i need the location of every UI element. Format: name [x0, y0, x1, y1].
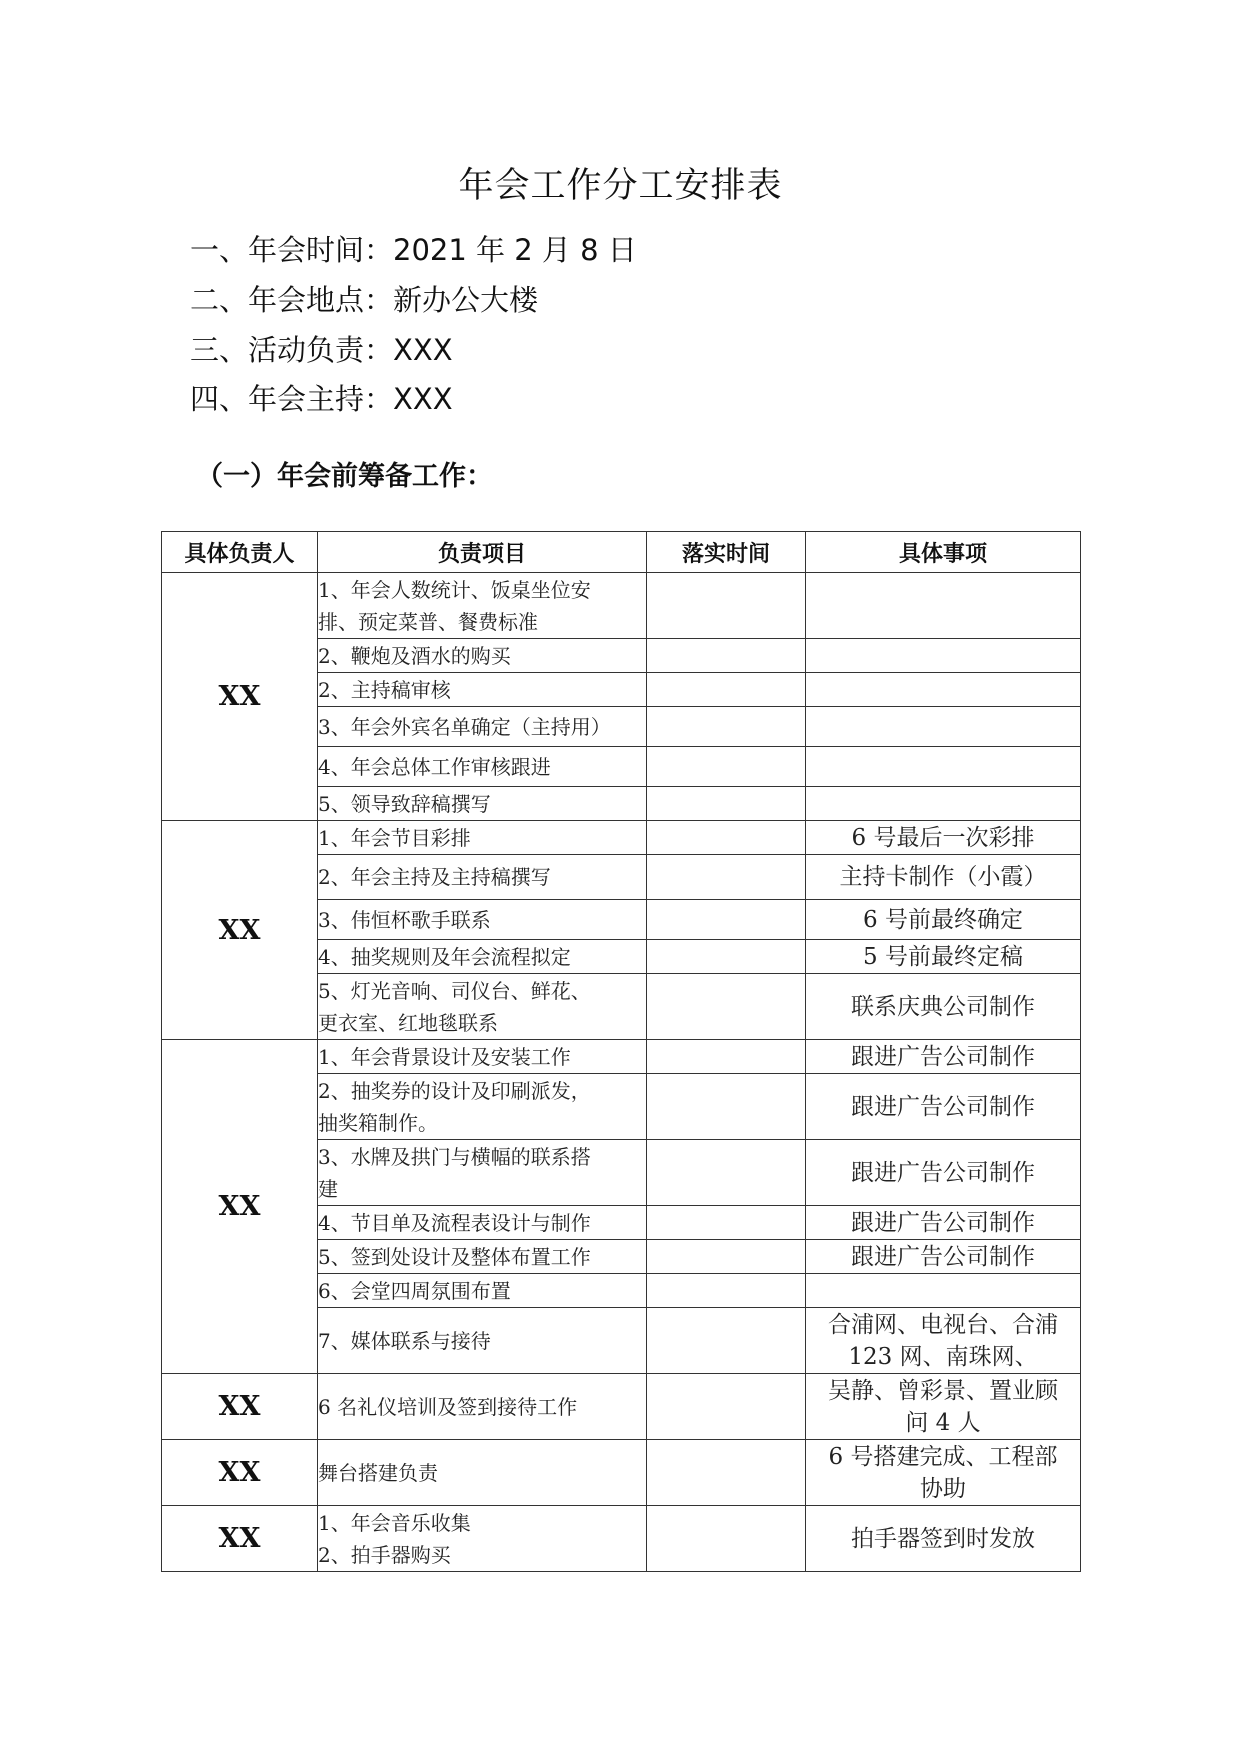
task-item-line: 排、预定菜普、餐费标准	[318, 609, 538, 634]
task-item-line: 2、年会主持及主持稿撰写	[318, 865, 551, 889]
detail-line: 6 号最后一次彩排	[851, 824, 1035, 851]
work-assignment-table	[161, 531, 1081, 1572]
detail-cell	[806, 747, 1081, 787]
task-item-cell	[318, 900, 647, 940]
implementation-time-cell	[647, 821, 806, 855]
detail-line: 问 4 人	[905, 1409, 981, 1436]
implementation-time-cell	[647, 1440, 806, 1506]
detail-line: 6 号前最终确定	[863, 906, 1023, 933]
task-item-cell	[318, 1308, 647, 1374]
implementation-time-cell	[647, 573, 806, 639]
task-item-cell	[318, 707, 647, 747]
detail-cell	[806, 1274, 1081, 1308]
table-row	[162, 1374, 1081, 1440]
implementation-time-cell	[647, 855, 806, 900]
task-item-cell	[318, 821, 647, 855]
table-header-row	[162, 532, 1081, 573]
table-row	[162, 821, 1081, 855]
responsible-person-cell: XX	[162, 1374, 318, 1440]
table-row	[162, 1040, 1081, 1074]
task-item-cell	[318, 940, 647, 974]
detail-line: 联系庆典公司制作	[851, 993, 1035, 1020]
detail-line: 6 号搭建完成、工程部	[828, 1443, 1058, 1470]
detail-cell	[806, 855, 1081, 900]
detail-cell	[806, 639, 1081, 673]
detail-line: 跟进广告公司制作	[851, 1159, 1035, 1186]
detail-cell	[806, 1040, 1081, 1074]
column-header-detail: 具体事项	[806, 532, 1081, 573]
detail-line: 吴静、曾彩景、置业顾	[828, 1377, 1058, 1404]
task-item-cell	[318, 1140, 647, 1206]
task-item-line: 4、节目单及流程表设计与制作	[318, 1210, 591, 1235]
detail-cell	[806, 821, 1081, 855]
implementation-time-cell	[647, 639, 806, 673]
detail-line: 跟进广告公司制作	[851, 1043, 1035, 1070]
task-item-line: 4、抽奖规则及年会流程拟定	[318, 944, 571, 969]
implementation-time-cell	[647, 1206, 806, 1240]
detail-line: 123 网、南珠网、	[848, 1343, 1038, 1370]
task-item-cell	[318, 1206, 647, 1240]
task-item-line: 5、签到处设计及整体布置工作	[318, 1244, 591, 1269]
task-item-line: 4、年会总体工作审核跟进	[318, 754, 551, 779]
info-meeting-location: 二、年会地点：新办公大楼	[190, 283, 539, 317]
detail-cell	[806, 1374, 1081, 1440]
implementation-time-cell	[647, 787, 806, 821]
task-item-line: 7、媒体联系与接待	[318, 1328, 491, 1353]
implementation-time-cell	[647, 940, 806, 974]
task-item-cell	[318, 855, 647, 900]
task-item-line: 3、水牌及拱门与横幅的联系搭	[318, 1144, 591, 1169]
detail-cell	[806, 1206, 1081, 1240]
table-body	[162, 573, 1081, 1572]
task-item-cell	[318, 1274, 647, 1308]
detail-cell	[806, 1440, 1081, 1506]
detail-cell	[806, 1140, 1081, 1206]
detail-cell	[806, 1074, 1081, 1140]
detail-line: 合浦网、电视台、合浦	[828, 1311, 1058, 1338]
detail-cell	[806, 573, 1081, 639]
task-item-line: 3、伟恒杯歌手联系	[318, 907, 491, 932]
table-row	[162, 1440, 1081, 1506]
task-item-cell	[318, 1440, 647, 1506]
implementation-time-cell	[647, 1274, 806, 1308]
detail-cell	[806, 787, 1081, 821]
implementation-time-cell	[647, 747, 806, 787]
detail-cell	[806, 673, 1081, 707]
task-item-cell	[318, 747, 647, 787]
detail-cell	[806, 1308, 1081, 1374]
detail-line: 跟进广告公司制作	[851, 1093, 1035, 1120]
implementation-time-cell	[647, 1140, 806, 1206]
implementation-time-cell	[647, 974, 806, 1040]
responsible-person-cell: XX	[162, 573, 318, 821]
detail-cell	[806, 974, 1081, 1040]
implementation-time-cell	[647, 1506, 806, 1572]
implementation-time-cell	[647, 1040, 806, 1074]
info-host: 四、年会主持：XXX	[190, 382, 453, 416]
detail-cell	[806, 1240, 1081, 1274]
detail-line: 协助	[920, 1475, 966, 1502]
responsible-person-cell: XX	[162, 821, 318, 1040]
task-item-cell	[318, 1506, 647, 1572]
column-header-item: 负责项目	[318, 532, 647, 573]
detail-cell	[806, 940, 1081, 974]
task-item-line: 1、年会节目彩排	[318, 825, 471, 850]
column-header-time: 落实时间	[647, 532, 806, 573]
task-item-line: 更衣室、红地毯联系	[318, 1010, 498, 1035]
detail-cell	[806, 1506, 1081, 1572]
task-item-line: 5、领导致辞稿撰写	[318, 791, 491, 816]
detail-line: 跟进广告公司制作	[851, 1209, 1035, 1236]
task-item-cell	[318, 1240, 647, 1274]
task-item-line: 建	[318, 1176, 338, 1201]
task-item-line: 6 名礼仪培训及签到接待工作	[318, 1394, 578, 1419]
info-activity-lead: 三、活动负责：XXX	[190, 333, 453, 367]
task-item-line: 舞台搭建负责	[318, 1460, 438, 1485]
implementation-time-cell	[647, 673, 806, 707]
task-item-line: 2、主持稿审核	[318, 677, 451, 702]
task-item-line: 抽奖箱制作。	[318, 1110, 438, 1135]
implementation-time-cell	[647, 707, 806, 747]
detail-line: 5 号前最终定稿	[863, 943, 1023, 970]
implementation-time-cell	[647, 900, 806, 940]
task-item-cell	[318, 1074, 647, 1140]
implementation-time-cell	[647, 1074, 806, 1140]
section-heading: （一）年会前筹备工作：	[196, 461, 493, 492]
implementation-time-cell	[647, 1240, 806, 1274]
detail-line: 跟进广告公司制作	[851, 1243, 1035, 1270]
implementation-time-cell	[647, 1308, 806, 1374]
detail-cell	[806, 707, 1081, 747]
responsible-person-cell: XX	[162, 1440, 318, 1506]
detail-line: 主持卡制作（小霞）	[839, 864, 1047, 890]
task-item-line: 6、会堂四周氛围布置	[318, 1278, 511, 1303]
task-item-cell	[318, 673, 647, 707]
task-item-line: 2、鞭炮及酒水的购买	[318, 643, 511, 668]
task-item-cell	[318, 787, 647, 821]
task-item-cell	[318, 1374, 647, 1440]
table-row	[162, 573, 1081, 639]
detail-cell	[806, 900, 1081, 940]
table-row	[162, 1506, 1081, 1572]
task-item-line: 1、年会人数统计、饭桌坐位安	[318, 577, 591, 602]
task-item-cell	[318, 639, 647, 673]
task-item-cell	[318, 1040, 647, 1074]
info-meeting-time: 一、年会时间：2021 年 2 月 8 日	[190, 233, 637, 267]
task-item-line: 2、拍手器购买	[318, 1542, 451, 1567]
task-item-line: 1、年会音乐收集	[318, 1510, 471, 1535]
task-item-line: 5、灯光音响、司仪台、鲜花、	[318, 978, 591, 1003]
task-item-line: 1、年会背景设计及安装工作	[318, 1044, 571, 1069]
task-item-cell	[318, 573, 647, 639]
detail-line: 拍手器签到时发放	[851, 1525, 1035, 1552]
implementation-time-cell	[647, 1374, 806, 1440]
task-item-cell	[318, 974, 647, 1040]
responsible-person-cell: XX	[162, 1040, 318, 1374]
task-item-line: 2、抽奖券的设计及印刷派发，	[318, 1078, 591, 1103]
document-title: 年会工作分工安排表	[458, 166, 783, 206]
responsible-person-cell: XX	[162, 1506, 318, 1572]
task-item-line: 3、年会外宾名单确定（主持用）	[318, 714, 611, 739]
column-header-person: 具体负责人	[162, 532, 318, 573]
